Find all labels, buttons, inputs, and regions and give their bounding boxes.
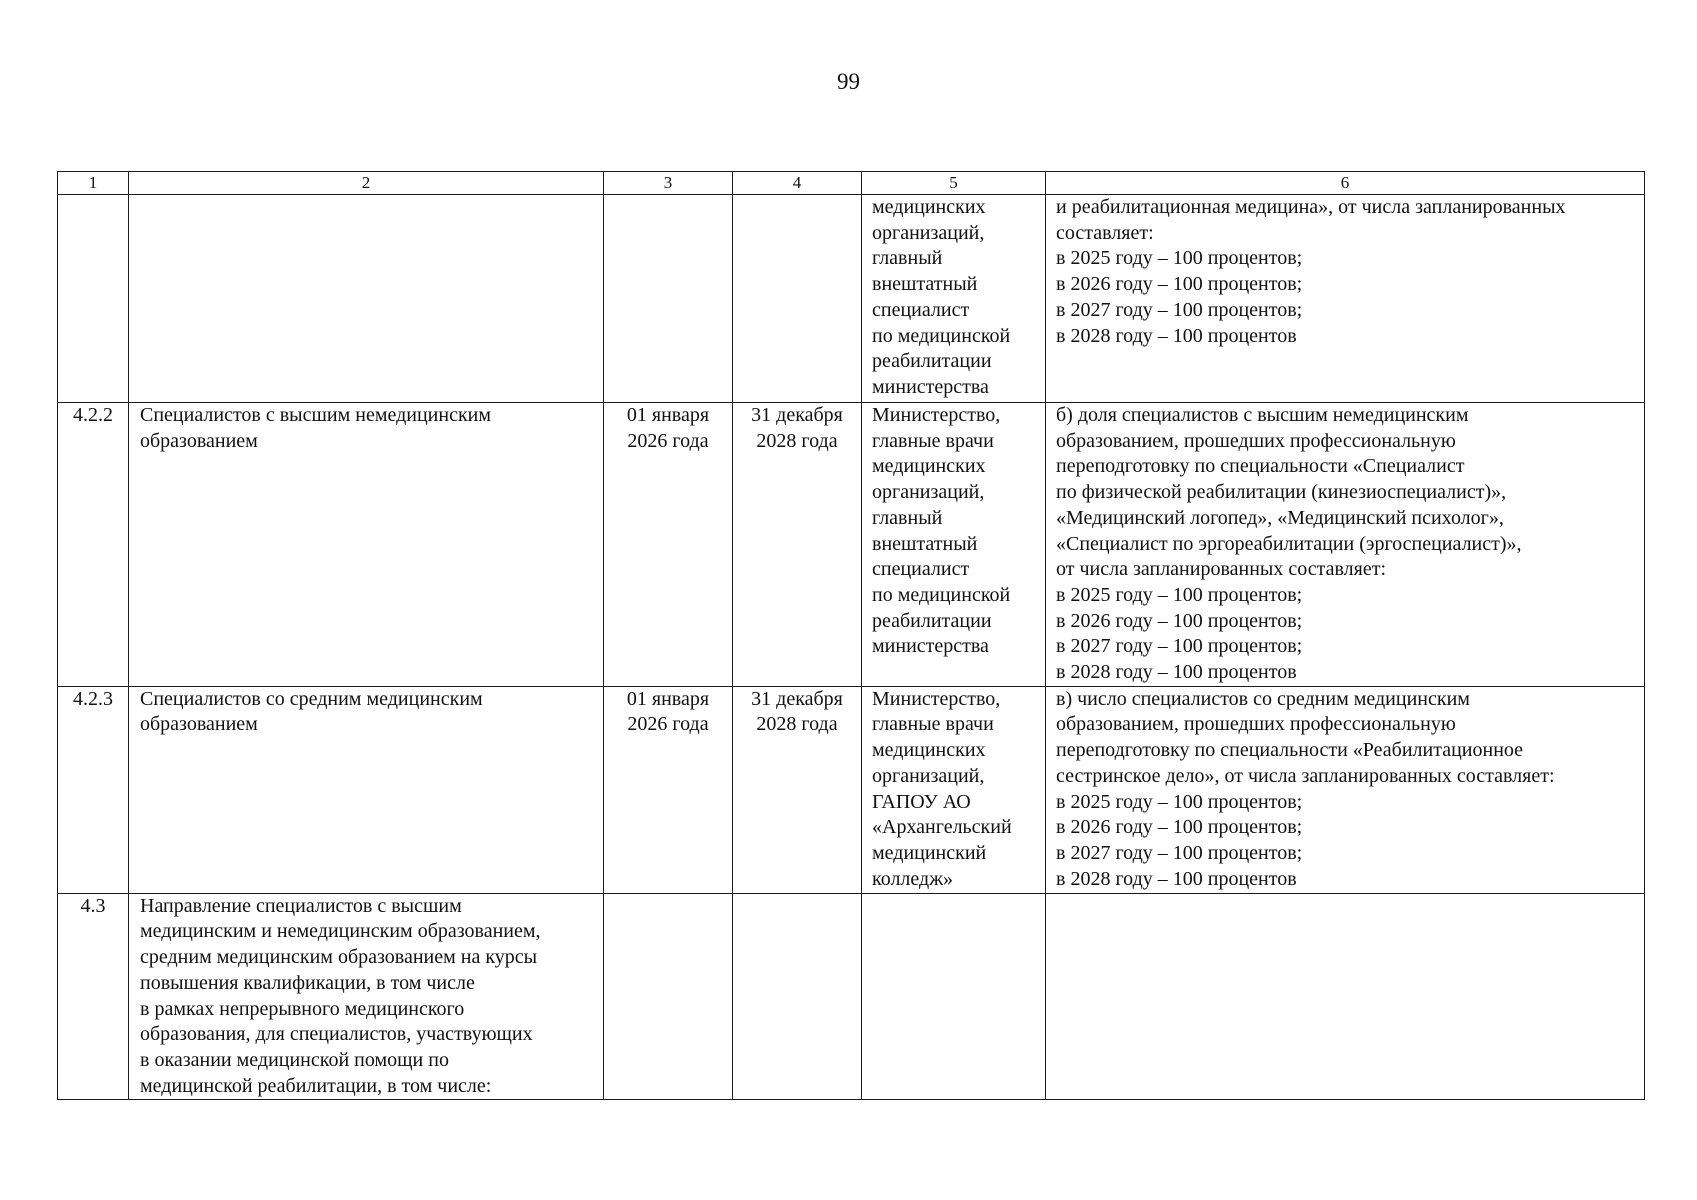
column-header: 6 [1046,172,1645,195]
end-date: 31 декабря 2028 года [751,687,843,736]
responsible-cell [862,893,1046,1100]
indicator-cell [1046,686,1645,893]
column-header: 1 [58,172,129,195]
indicator-text: и реабилитационная медицина», от числа запланированных составляет: в 2025 году – 100 процентов; в 2026 году – 100 процентов; в 2027 году – 100 процентов; в 2028 году – 100 процентов [1056,196,1566,347]
indicator-cell [1046,893,1645,1100]
end-date: 31 декабря 2028 года [751,404,843,452]
start-date-cell [604,403,733,687]
end-date-cell [733,403,862,687]
responsible-cell [862,403,1046,687]
activity-name: Специалистов со средним медицинским образованием [140,687,483,736]
indicator-text: в) число специалистов со средним медицинским образованием, прошедших профессиональную переподготовку по специальности «Реабилитационное сестринское дело», от числа запланированных составляет: в 2025 году – 100 процентов; в 2026 году – 100 процентов; в 2027 году – 100 процентов; в 2028 году – 100 процентов [1056,687,1555,890]
table-row [58,686,1645,893]
column-header: 2 [129,172,604,195]
column-header: 5 [862,172,1046,195]
table-row [58,195,1645,403]
start-date: 01 января 2026 года [626,687,710,736]
indicator-cell [1046,195,1645,403]
item-number-cell [58,403,129,687]
item-number-cell [58,195,129,403]
responsible-text: Министерство, главные врачи медицинских организаций, ГАПОУ АО «Архангельский медицинский колледж» [872,687,1012,890]
page-number: 99 [837,69,860,94]
item-number: 4.2.3 [73,687,113,710]
start-date-cell [604,686,733,893]
column-header: 3 [604,172,733,195]
item-number: 4.3 [80,894,106,917]
start-date: 01 января 2026 года [626,404,710,452]
responsible-cell [862,195,1046,403]
item-number-cell [58,686,129,893]
activity-name-cell [129,686,604,893]
end-date-cell [733,195,862,403]
activity-name-cell [129,403,604,687]
responsible-text: Министерство, главные врачи медицинских организаций, главный внештатный специалист по медицинской реабилитации министерства [872,404,1011,658]
end-date-cell [733,893,862,1100]
activity-name-cell [129,195,604,403]
start-date-cell [604,893,733,1100]
item-number-cell [58,893,129,1100]
start-date-cell [604,195,733,403]
column-header: 4 [733,172,862,195]
responsible-text: медицинских организаций, главный внештатный специалист по медицинской реабилитации министерства [872,196,1011,398]
item-number: 4.2.2 [73,404,113,426]
plan-table [57,171,1645,1100]
table-row [58,403,1645,687]
activity-name: Направление специалистов с высшим медицинским и немедицинским образованием, средним медицинским образованием на курсы повышения квалификации, в том числе в рамках непрерывного медицинского образования, для специалистов, участвующих в оказании медицинской помощи по медицинской реабилитации, в том числе: [140,894,541,1097]
indicator-text: б) доля специалистов с высшим немедицинским образованием, прошедших профессиональную переподготовку по специальности «Специалист по физической реабилитации (кинезиоспециалист)», «Медицинский логопед», «Медицинский психолог», «Специалист по эргореабилитации (эргоспециалист)», от числа запланированных составляет: в 2025 году – 100 процентов; в 2026 году – 100 процентов; в 2027 году – 100 процентов; в 2028 году – 100 процентов [1056,404,1522,684]
end-date-cell [733,686,862,893]
activity-name: Специалистов с высшим немедицинским образованием [140,404,492,452]
indicator-cell [1046,403,1645,687]
activity-name-cell [129,893,604,1100]
table-header-row [58,172,1645,195]
responsible-cell [862,686,1046,893]
table-row [58,893,1645,1100]
